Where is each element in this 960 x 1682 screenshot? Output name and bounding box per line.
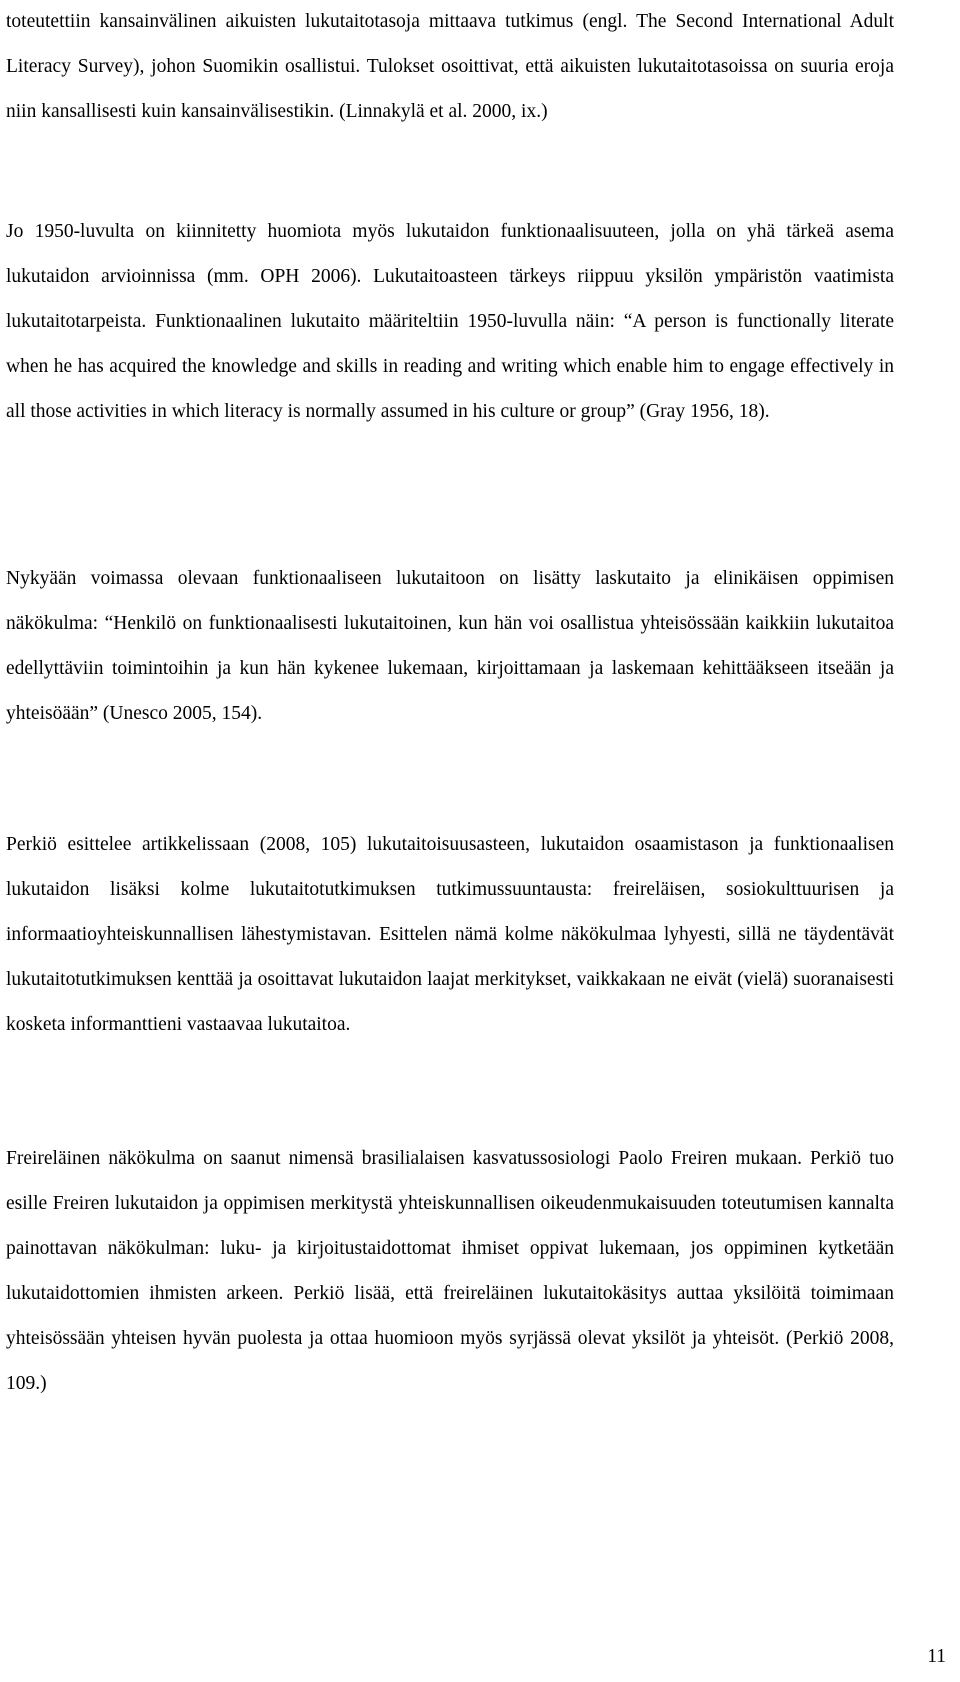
paragraph-continued: toteutettiin kansainvälinen aikuisten lukutaitotasoja mittaava tutkimus (engl. The Second International Adult Literacy Survey), johon Suomikin osallistui. Tulokset osoittivat, että aikuisten lukutaitotasoissa on suuria eroja niin kansallisesti kuin kansainvälisestikin. (Linnakylä et al. 2000, ix.) — [6, 11, 894, 122]
page-number: 11 — [927, 1646, 946, 1667]
paragraph-perkio-approaches: Perkiö esittelee artikkelissaan (2008, 105) lukutaitoisuusasteen, lukutaidon osaamistason ja funktionaalisen lukutaidon lisäksi kolme lukutaitotutkimuksen tutkimussuuntausta: freireläisen, sosiokulttuurisen ja informaatioyhteiskunnallisen lähestymistavan. Esittelen nämä kolme näkökulmaa lyhyesti, sillä ne täydentävät lukutaitotutkimuksen kenttää ja osoittavat lukutaidon laajat merkitykset, vaikkakaan ne eivät (vielä) suoranaisesti kosketa informanttieni vastaavaa lukutaitoa. — [6, 834, 894, 1035]
paragraph-functional-literacy: Jo 1950-luvulta on kiinnitetty huomiota myös lukutaidon funktionaalisuuteen, jolla on yhä tärkeä asema lukutaidon arvioinnissa (mm. OPH 2006). Lukutaitoasteen tärkeys riippuu yksilön ympäristön vaatimista lukutaitotarpeista. Funktionaalinen lukutaito määriteltiin 1950-luvulla näin: “A person is functionally literate when he has acquired the knowledge and skills in reading and writing which enable him to engage effectively in all those activities in which literacy is normally assumed in his culture or group” (Gray 1956, 18). — [6, 221, 894, 422]
paragraph-freirean-view: Freireläinen näkökulma on saanut nimensä brasilialaisen kasvatussosiologi Paolo Freiren mukaan. Perkiö tuo esille Freiren lukutaidon ja oppimisen merkitystä yhteiskunnallisen oikeudenmukaisuuden toteutumisen kannalta painottavan näkökulman: luku- ja kirjoitustaidottomat ihmiset oppivat lukemaan, jos oppiminen kytketään lukutaidottomien ihmisten arkeen. Perkiö lisää, että freireläinen lukutaitokäsitys auttaa yksilöitä toimimaan yhteisössään yhteisen hyvän puolesta ja ottaa huomioon myös syrjässä olevat yksilöt ja yhteisöt. (Perkiö 2008, 109.) — [6, 1148, 894, 1394]
paragraph-unesco-definition: Nykyään voimassa olevaan funktionaaliseen lukutaitoon on lisätty laskutaito ja elinikäisen oppimisen näkökulma: “Henkilö on funktionaalisesti lukutaitoinen, kun hän voi osallistua yhteisössään kaikkiin lukutaitoa edellyttäviin toimintoihin ja kun hän kykenee lukemaan, kirjoittamaan ja laskemaan kehittääkseen itseään ja yhteisöään” (Unesco 2005, 154). — [6, 568, 894, 724]
